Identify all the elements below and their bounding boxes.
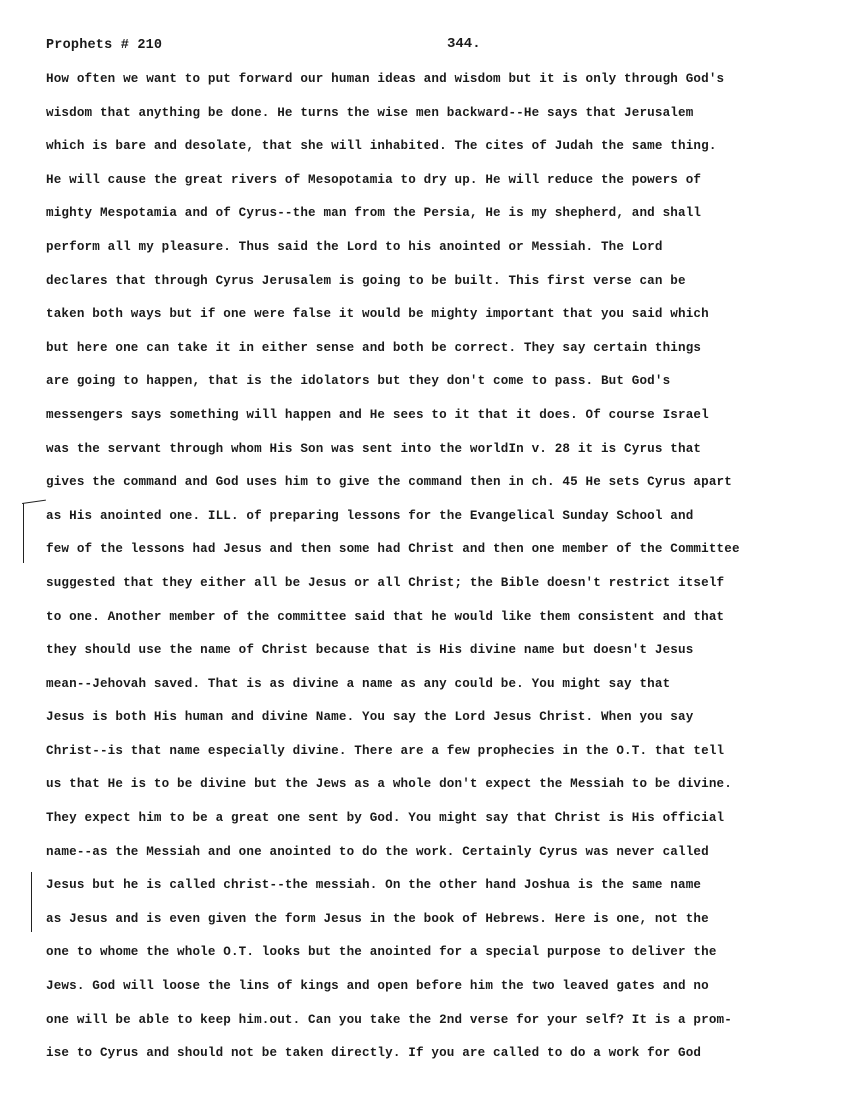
- text-line: How often we want to put forward our human ideas and wisdom but it is only through God's: [46, 72, 725, 86]
- text-line: Christ--is that name especially divine. There are a few prophecies in the O.T. that tell: [46, 743, 725, 758]
- document-label: Prophets # 210: [46, 38, 163, 53]
- text-line: Jesus is both His human and divine Name. You say the Lord Jesus Christ. When you say: [46, 710, 694, 725]
- text-line: suggested that they either all be Jesus or all Christ; the Bible doesn't restrict itself: [46, 575, 725, 590]
- text-line: name--as the Messiah and one anointed to do the work. Certainly Cyrus was never called: [46, 844, 709, 859]
- page-number: 344.: [447, 36, 481, 52]
- text-line: They expect him to be a great one sent by God. You might say that Christ is His official: [46, 811, 725, 826]
- margin-line-mark: [31, 872, 32, 932]
- text-line: to one. Another member of the committee said that he would like them consistent and that: [46, 609, 725, 624]
- text-line: Jews. God will loose the lins of kings and open before him the two leaved gates and no: [46, 979, 709, 994]
- text-line: ise to Cyrus and should not be taken directly. If you are called to do a work for God: [46, 1046, 702, 1061]
- text-line: one will be able to keep him.out. Can you take the 2nd verse for your self? It is a prom-: [46, 1012, 732, 1027]
- body-text: [46, 72, 846, 1080]
- text-line: mighty Mespotamia and of Cyrus--the man from the Persia, He is my shepherd, and shall: [46, 206, 702, 221]
- text-line: declares that through Cyrus Jerusalem is going to be built. This first verse can be: [46, 273, 686, 288]
- text-line: wisdom that anything be done. He turns the wise men backward--He says that Jerusalem: [46, 105, 694, 120]
- text-line: they should use the name of Christ because that is His divine name but doesn't Jesus: [46, 643, 694, 658]
- text-line: as His anointed one. ILL. of preparing lessons for the Evangelical Sunday School and: [46, 508, 694, 523]
- text-line: was the servant through whom His Son was sent into the worldIn v. 28 it is Cyrus that: [46, 441, 702, 456]
- text-line: one to whome the whole O.T. looks but the anointed for a special purpose to deliver the: [46, 945, 717, 960]
- text-line: He will cause the great rivers of Mesopotamia to dry up. He will reduce the powers of: [46, 172, 702, 187]
- text-line: perform all my pleasure. Thus said the Lord to his anointed or Messiah. The Lord: [46, 239, 663, 254]
- text-line: mean--Jehovah saved. That is as divine a name as any could be. You might say that: [46, 676, 671, 691]
- text-line: are going to happen, that is the idolators but they don't come to pass. But God's: [46, 374, 671, 389]
- text-line: taken both ways but if one were false it would be mighty important that you said which: [46, 307, 709, 322]
- text-line: us that He is to be divine but the Jews as a whole don't expect the Messiah to be divine.: [46, 777, 732, 792]
- text-line: which is bare and desolate, that she will inhabited. The cites of Judah the same thing.: [46, 139, 717, 154]
- text-line: Jesus but he is called christ--the messiah. On the other hand Joshua is the same name: [46, 878, 702, 893]
- text-line: but here one can take it in either sense and both be correct. They say certain things: [46, 340, 702, 355]
- text-line: messengers says something will happen and He sees to it that it does. Of course Israel: [46, 407, 709, 422]
- text-line: as Jesus and is even given the form Jesus in the book of Hebrews. Here is one, not the: [46, 911, 709, 926]
- text-line: gives the command and God uses him to give the command then in ch. 45 He sets Cyrus apart: [46, 475, 732, 490]
- text-line: few of the lessons had Jesus and then some had Christ and then one member of the Committee: [46, 542, 740, 557]
- margin-bracket-mark: [23, 503, 24, 563]
